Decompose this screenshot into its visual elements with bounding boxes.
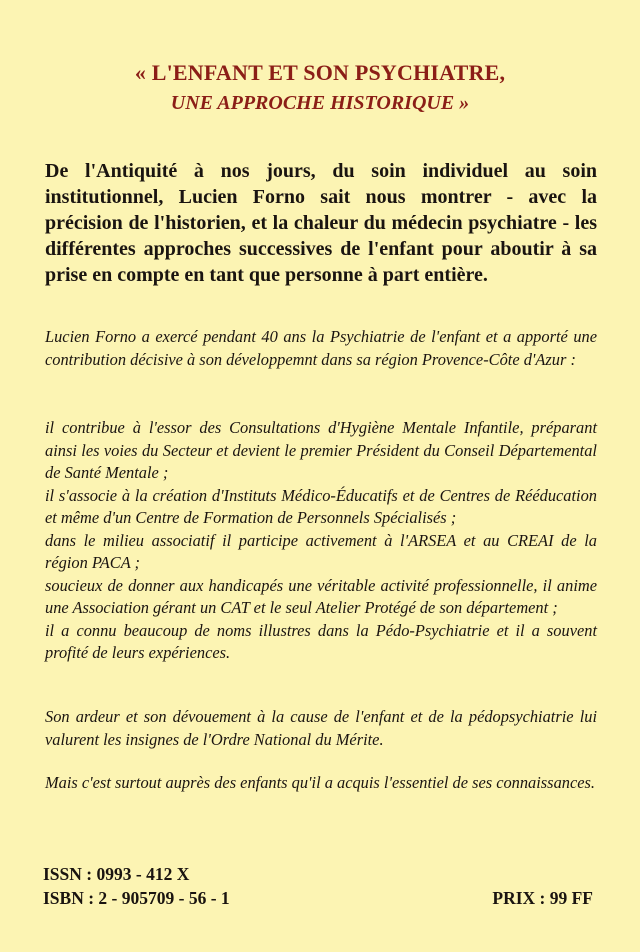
bio-text-4: Mais c'est surtout auprès des enfants qu'il a acquis l'essentiel de ses connaissances. [45, 773, 595, 792]
bio-paragraph-1 [45, 326, 597, 371]
bio-list-item: il a connu beaucoup de noms illustres dans la Pédo-Psychiatrie et il a souvent profité de leurs expériences. [45, 620, 597, 662]
bio-text-3: Son ardeur et son dévouement à la cause de l'enfant et de la pédopsychiatrie lui valurent les insignes de l'Ordre National du Mérite. [45, 707, 597, 749]
intro-text: De l'Antiquité à nos jours, du soin individuel au soin institutionnel, Lucien Forno sait nous montrer - avec la précision de l'historien, et la chaleur du médecin psychiatre - les différentes approches successives de l'enfant pour aboutir à sa prise en compte en tant que personne à part entière. [45, 160, 597, 286]
issn: ISSN : 0993 - 412 X [43, 864, 190, 884]
bio-list-item: il contribue à l'essor des Consultations d'Hygiène Mentale Infantile, préparant ainsi les voies du Secteur et devient le premier Président du Conseil Départemental de Santé Mentale ; [45, 418, 597, 482]
isbn: ISBN : 2 - 905709 - 56 - 1 [43, 888, 230, 908]
bio-text-1: Lucien Forno a exercé pendant 40 ans la Psychiatrie de l'enfant et a apporté une contribution décisive à son développemnt dans sa région Provence-Côte d'Azur : [45, 327, 597, 369]
price: PRIX : 99 FF [492, 888, 593, 908]
book-title: « L'ENFANT ET SON PSYCHIATRE, [134, 60, 506, 85]
bio-list-item: dans le milieu associatif il participe activement à l'ARSEA et au CREAI de la région PACA ; [45, 530, 597, 572]
bio-list [45, 417, 597, 665]
bio-list-item: soucieux de donner aux handicapés une véritable activité professionnelle, il anime une Association gérant un CAT et le seul Atelier Protégé de son département ; [45, 575, 597, 617]
intro-paragraph [45, 158, 597, 288]
book-subtitle: UNE APPROCHE HISTORIQUE » [170, 92, 470, 114]
identifiers [43, 862, 230, 910]
bio-paragraph-3 [45, 706, 597, 751]
bio-paragraph-4 [45, 772, 597, 795]
bio-list-item: il s'associe à la création d'Instituts Médico-Éducatifs et de Centres de Rééducation et même d'un Centre de Formation de Personnels Spécialisés ; [45, 485, 597, 527]
